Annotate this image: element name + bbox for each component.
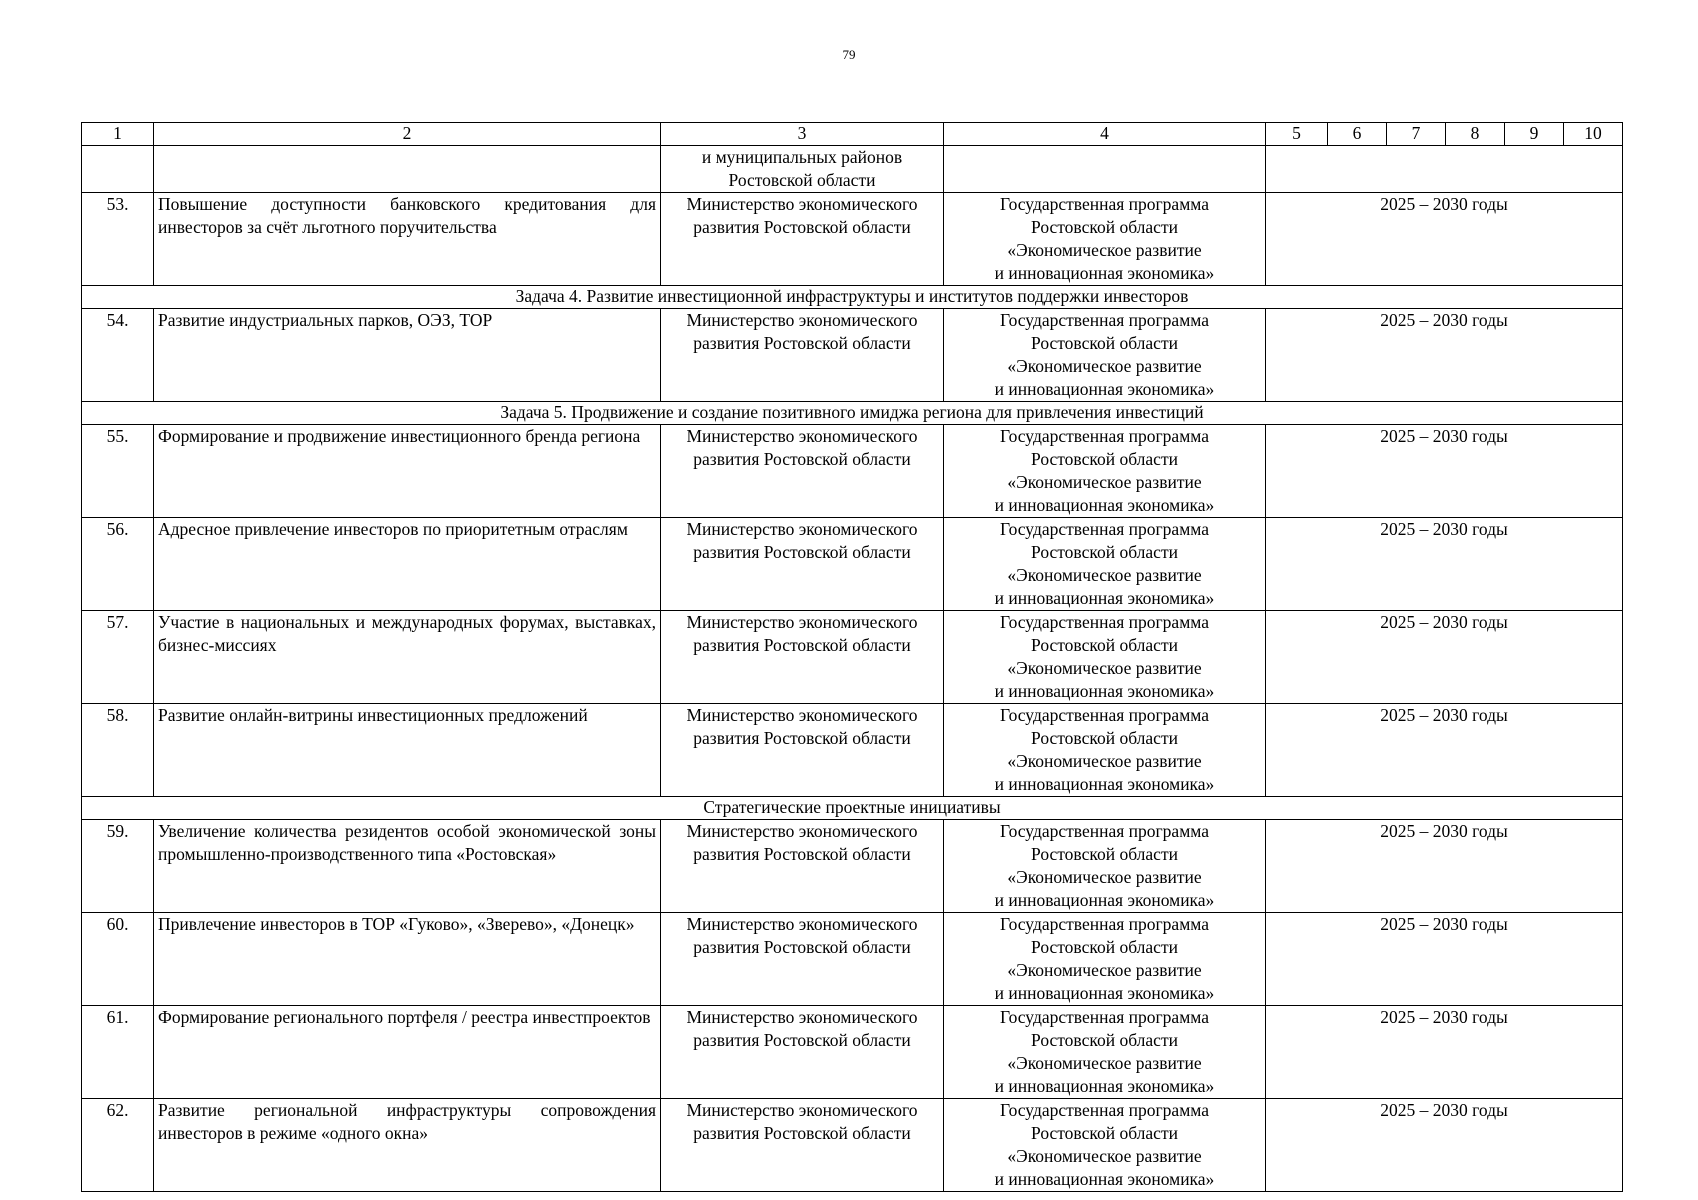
- responsible-line: развития Ростовской области: [693, 217, 911, 237]
- program-line: Государственная программа: [1000, 194, 1209, 214]
- program-line: Ростовской области: [1031, 728, 1178, 748]
- program-ref: [944, 1099, 1266, 1192]
- program-line: и инновационная экономика»: [994, 263, 1215, 283]
- measure-name: Развитие региональной инфраструктуры сопровождения инвесторов в режиме «одного окна»: [154, 1099, 661, 1192]
- responsible-body: [661, 704, 944, 797]
- row-number: 53.: [82, 193, 154, 286]
- table-row: [82, 425, 1623, 518]
- period: 2025 – 2030 годы: [1266, 425, 1623, 518]
- responsible-line: Министерство экономического: [686, 426, 918, 446]
- responsible-line: развития Ростовской области: [693, 728, 911, 748]
- column-header: 2: [154, 123, 661, 146]
- table-row: [82, 1099, 1623, 1192]
- period: 2025 – 2030 годы: [1266, 820, 1623, 913]
- responsible-line: развития Ростовской области: [693, 1030, 911, 1050]
- column-header: 3: [661, 123, 944, 146]
- measure-name: Повышение доступности банковского кредитования для инвесторов за счёт льготного поручительства: [154, 193, 661, 286]
- section-row-strategic: [82, 797, 1623, 820]
- table-row: [82, 704, 1623, 797]
- responsible-body: [661, 146, 944, 193]
- program-line: «Экономическое развитие: [1007, 1146, 1202, 1166]
- program-line: и инновационная экономика»: [994, 983, 1215, 1003]
- responsible-line: Министерство экономического: [686, 1007, 918, 1027]
- program-ref: [944, 704, 1266, 797]
- program-line: Ростовской области: [1031, 635, 1178, 655]
- program-line: Государственная программа: [1000, 914, 1209, 934]
- row-number: [82, 146, 154, 193]
- program-line: Государственная программа: [1000, 519, 1209, 539]
- responsible-line: развития Ростовской области: [693, 449, 911, 469]
- column-header: 9: [1505, 123, 1564, 146]
- program-line: Государственная программа: [1000, 612, 1209, 632]
- program-ref: [944, 193, 1266, 286]
- responsible-line: Министерство экономического: [686, 705, 918, 725]
- period: 2025 – 2030 годы: [1266, 611, 1623, 704]
- program-line: и инновационная экономика»: [994, 1076, 1215, 1096]
- program-ref: [944, 425, 1266, 518]
- row-number: 59.: [82, 820, 154, 913]
- table-row: [82, 1006, 1623, 1099]
- measure-name: Формирование и продвижение инвестиционного бренда региона: [154, 425, 661, 518]
- measures-table: [81, 122, 1623, 1192]
- column-header: 4: [944, 123, 1266, 146]
- measure-name: [154, 146, 661, 193]
- program-ref: [944, 820, 1266, 913]
- measure-name: Увеличение количества резидентов особой экономической зоны промышленно-производственного типа «Ростовская»: [154, 820, 661, 913]
- row-number: 56.: [82, 518, 154, 611]
- program-line: «Экономическое развитие: [1007, 356, 1202, 376]
- program-line: «Экономическое развитие: [1007, 240, 1202, 260]
- responsible-body: [661, 913, 944, 1006]
- responsible-line: развития Ростовской области: [693, 542, 911, 562]
- program-line: Ростовской области: [1031, 844, 1178, 864]
- period: 2025 – 2030 годы: [1266, 309, 1623, 402]
- program-line: «Экономическое развитие: [1007, 751, 1202, 771]
- row-number: 57.: [82, 611, 154, 704]
- period: 2025 – 2030 годы: [1266, 1006, 1623, 1099]
- column-header: 6: [1328, 123, 1387, 146]
- responsible-line: развития Ростовской области: [693, 1123, 911, 1143]
- program-ref: [944, 309, 1266, 402]
- period: 2025 – 2030 годы: [1266, 704, 1623, 797]
- row-number: 58.: [82, 704, 154, 797]
- period: [1266, 146, 1623, 193]
- responsible-line: Министерство экономического: [686, 821, 918, 841]
- program-line: и инновационная экономика»: [994, 774, 1215, 794]
- table-row: [82, 309, 1623, 402]
- table-row: [82, 193, 1623, 286]
- measure-name: Формирование регионального портфеля / реестра инвестпроектов: [154, 1006, 661, 1099]
- responsible-line: Министерство экономического: [686, 310, 918, 330]
- program-line: Государственная программа: [1000, 705, 1209, 725]
- section-title: Задача 4. Развитие инвестиционной инфраструктуры и институтов поддержки инвесторов: [82, 286, 1623, 309]
- program-ref: [944, 913, 1266, 1006]
- period: 2025 – 2030 годы: [1266, 193, 1623, 286]
- row-number: 60.: [82, 913, 154, 1006]
- program-line: Государственная программа: [1000, 1007, 1209, 1027]
- responsible-line: Министерство экономического: [686, 194, 918, 214]
- section-title: Стратегические проектные инициативы: [82, 797, 1623, 820]
- responsible-line: развития Ростовской области: [693, 635, 911, 655]
- responsible-body: [661, 518, 944, 611]
- program-line: «Экономическое развитие: [1007, 472, 1202, 492]
- program-ref: [944, 146, 1266, 193]
- period: 2025 – 2030 годы: [1266, 913, 1623, 1006]
- column-header: 5: [1266, 123, 1328, 146]
- responsible-body: [661, 425, 944, 518]
- program-line: Ростовской области: [1031, 449, 1178, 469]
- measure-name: Участие в национальных и международных форумах, выставках, бизнес-миссиях: [154, 611, 661, 704]
- program-ref: [944, 1006, 1266, 1099]
- responsible-line: Министерство экономического: [686, 914, 918, 934]
- responsible-line: Ростовской области: [728, 170, 876, 190]
- measure-name: Привлечение инвесторов в ТОР «Гуково», «Зверево», «Донецк»: [154, 913, 661, 1006]
- program-line: Государственная программа: [1000, 821, 1209, 841]
- program-line: Ростовской области: [1031, 333, 1178, 353]
- program-line: «Экономическое развитие: [1007, 1053, 1202, 1073]
- measure-name: Адресное привлечение инвесторов по приоритетным отраслям: [154, 518, 661, 611]
- column-header: 10: [1564, 123, 1623, 146]
- period: 2025 – 2030 годы: [1266, 518, 1623, 611]
- program-line: Государственная программа: [1000, 1100, 1209, 1120]
- responsible-line: развития Ростовской области: [693, 333, 911, 353]
- continuation-row: [82, 146, 1623, 193]
- responsible-line: развития Ростовской области: [693, 844, 911, 864]
- row-number: 55.: [82, 425, 154, 518]
- program-line: Ростовской области: [1031, 217, 1178, 237]
- responsible-line: Министерство экономического: [686, 519, 918, 539]
- section-row-task-4: [82, 286, 1623, 309]
- program-line: «Экономическое развитие: [1007, 658, 1202, 678]
- table-row: [82, 611, 1623, 704]
- program-line: и инновационная экономика»: [994, 379, 1215, 399]
- responsible-line: Министерство экономического: [686, 612, 918, 632]
- program-line: «Экономическое развитие: [1007, 867, 1202, 887]
- program-line: и инновационная экономика»: [994, 681, 1215, 701]
- program-line: Государственная программа: [1000, 310, 1209, 330]
- column-header: 7: [1387, 123, 1446, 146]
- column-header: 1: [82, 123, 154, 146]
- program-line: Ростовской области: [1031, 937, 1178, 957]
- responsible-body: [661, 193, 944, 286]
- measure-name: Развитие индустриальных парков, ОЭЗ, ТОР: [154, 309, 661, 402]
- program-line: и инновационная экономика»: [994, 1169, 1215, 1189]
- program-line: Ростовской области: [1031, 1123, 1178, 1143]
- period: 2025 – 2030 годы: [1266, 1099, 1623, 1192]
- page-number: 79: [842, 47, 856, 62]
- responsible-body: [661, 820, 944, 913]
- table-row: [82, 913, 1623, 1006]
- responsible-body: [661, 1099, 944, 1192]
- program-line: Ростовской области: [1031, 542, 1178, 562]
- program-line: и инновационная экономика»: [994, 495, 1215, 515]
- column-header: 8: [1446, 123, 1505, 146]
- row-number: 54.: [82, 309, 154, 402]
- program-ref: [944, 611, 1266, 704]
- section-row-task-5: [82, 402, 1623, 425]
- table-row: [82, 820, 1623, 913]
- row-number: 62.: [82, 1099, 154, 1192]
- column-number-row: [82, 123, 1623, 146]
- responsible-body: [661, 309, 944, 402]
- program-line: «Экономическое развитие: [1007, 960, 1202, 980]
- program-line: «Экономическое развитие: [1007, 565, 1202, 585]
- row-number: 61.: [82, 1006, 154, 1099]
- program-line: и инновационная экономика»: [994, 890, 1215, 910]
- responsible-body: [661, 611, 944, 704]
- table-row: [82, 518, 1623, 611]
- program-line: Государственная программа: [1000, 426, 1209, 446]
- responsible-line: развития Ростовской области: [693, 937, 911, 957]
- responsible-line: и муниципальных районов: [701, 147, 903, 167]
- program-ref: [944, 518, 1266, 611]
- section-title: Задача 5. Продвижение и создание позитивного имиджа региона для привлечения инвестиций: [82, 402, 1623, 425]
- program-line: Ростовской области: [1031, 1030, 1178, 1050]
- program-line: и инновационная экономика»: [994, 588, 1215, 608]
- responsible-body: [661, 1006, 944, 1099]
- responsible-line: Министерство экономического: [686, 1100, 918, 1120]
- measure-name: Развитие онлайн-витрины инвестиционных предложений: [154, 704, 661, 797]
